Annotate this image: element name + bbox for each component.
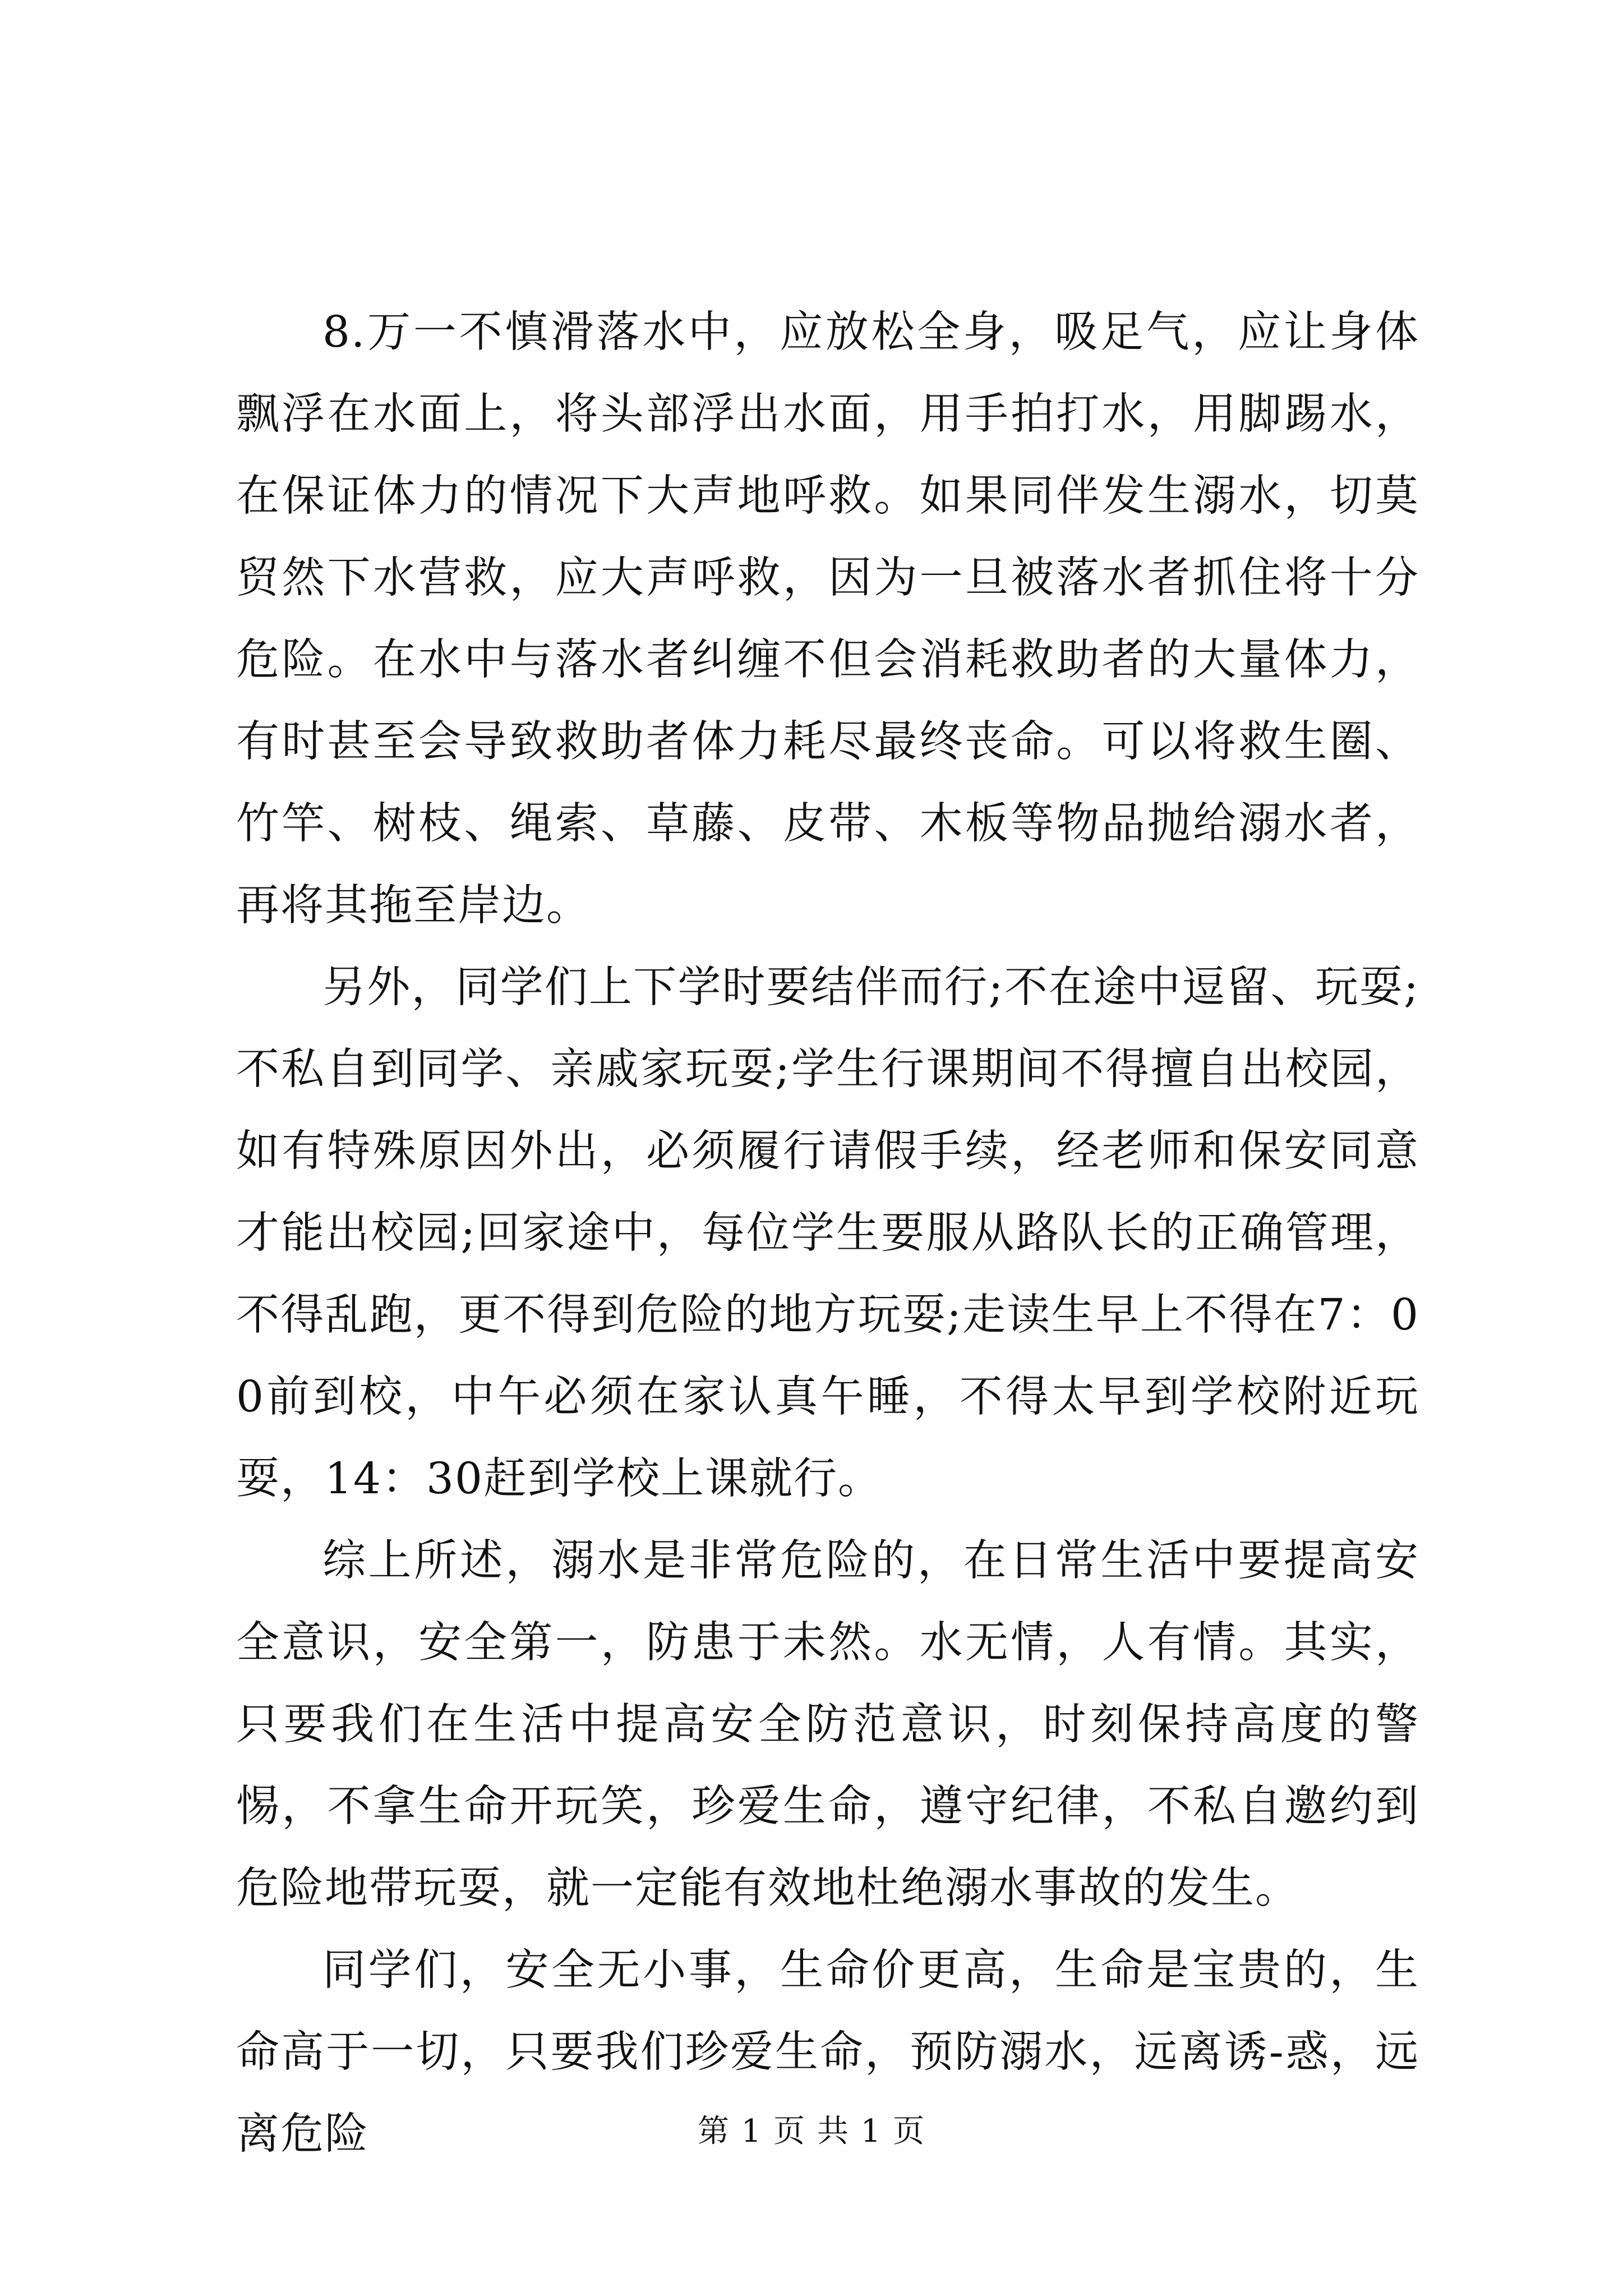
paragraph-drowning-self-rescue: 8.万一不慎滑落水中，应放松全身，吸足气，应让身体飘浮在水面上，将头部浮出水面，用手拍打水，用脚踢水，在保证体力的情况下大声地呼救。如果同伴发生溺水，切莫贸然下水营救，应大声呼救，因为一旦被落水者抓住将十分危险。在水中与落水者纠缠不但会消耗救助者的大量体力，有时甚至会导致救助者体力耗尽最终丧命。可以将救生圈、竹竿、树枝、绳索、草藤、皮带、木板等物品抛给溺水者，再将其拖至岸边。 [236,307,1419,931]
paragraph-closing: 同学们，安全无小事，生命价更高，生命是宝贵的，生命高于一切，只要我们珍爱生命，预防溺水，远离诱-惑，远离危险 [236,1945,1419,2159]
page-footer: 第 1 页 共 1 页 [697,2113,926,2150]
paragraph-summary: 综上所述，溺水是非常危险的，在日常生活中要提高安全意识，安全第一，防患于未然。水无情，人有情。其实，只要我们在生活中提高安全防范意识，时刻保持高度的警惕，不拿生命开玩笑，珍爱生命，遵守纪律，不私自邀约到危险地带玩耍，就一定能有效地杜绝溺水事故的发生。 [236,1536,1419,1913]
paragraph-commute-rules: 另外，同学们上下学时要结伴而行;不在途中逗留、玩耍;不私自到同学、亲戚家玩耍;学生行课期间不得擅自出校园，如有特殊原因外出，必须履行请假手续，经老师和保安同意才能出校园;回家途中，每位学生要服从路队长的正确管理，不得乱跑，更不得到危险的地方玩耍;走读生早上不得在7：00前到校，中午必须在家认真午睡，不得太早到学校附近玩耍，14：30赶到学校上课就行。 [236,963,1419,1504]
document-body [236,292,1419,2175]
